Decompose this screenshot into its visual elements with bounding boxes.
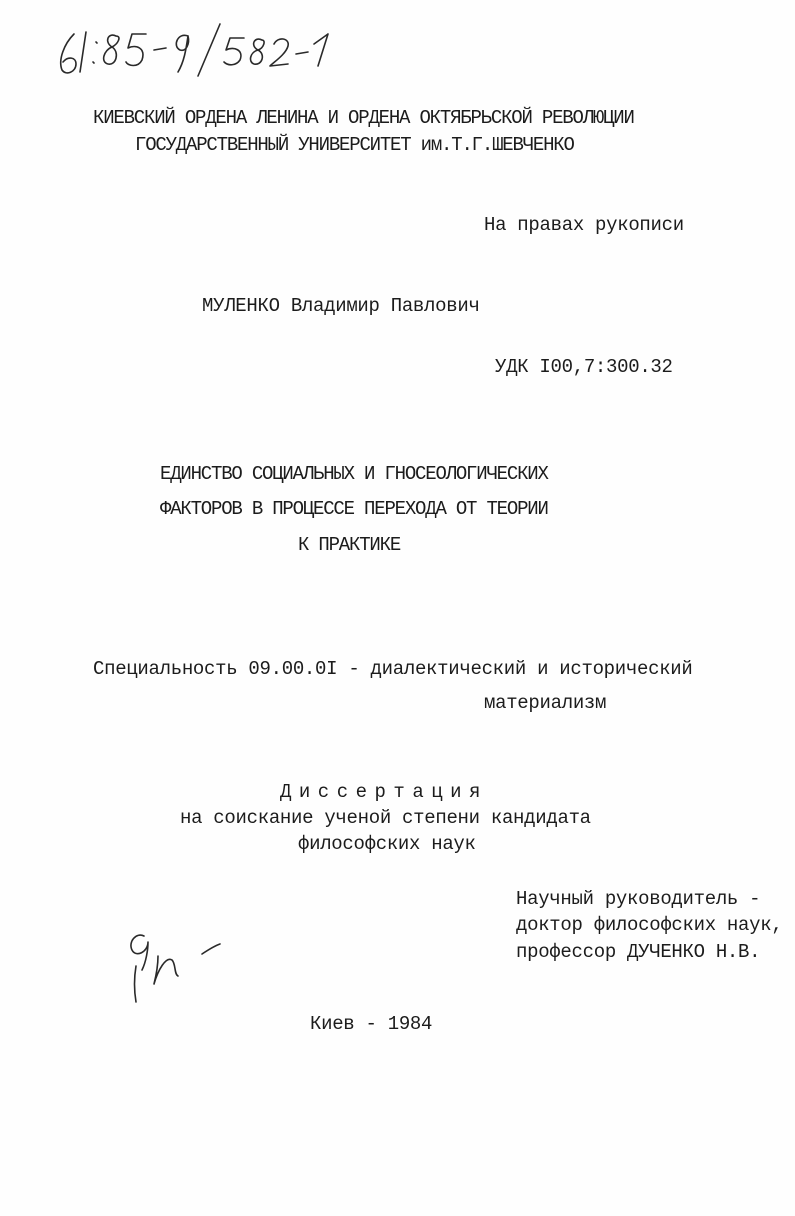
- rights-note: На правах рукописи: [484, 214, 684, 236]
- institution-line-1: КИЕВСКИЙ ОРДЕНА ЛЕНИНА И ОРДЕНА ОКТЯБРЬСКОЙ РЕВОЛЮЦИИ: [93, 107, 634, 129]
- specialty-line-1: Специальность 09.00.0I - диалектический и исторический: [93, 658, 693, 680]
- supervisor-line-3: профессор ДУЧЕНКО Н.В.: [516, 941, 761, 963]
- supervisor-line-1: Научный руководитель -: [516, 888, 761, 910]
- title-line-3: К ПРАКТИКЕ: [298, 534, 401, 556]
- author-name: МУЛЕНКО Владимир Павлович: [202, 295, 480, 317]
- place-and-year: Киев - 1984: [310, 1013, 433, 1035]
- supervisor-line-2: доктор философских наук,: [516, 914, 783, 936]
- work-type-line-2: на соискание ученой степени кандидата: [180, 807, 591, 829]
- title-line-2: ФАКТОРОВ В ПРОЦЕССЕ ПЕРЕХОДА ОТ ТЕОРИИ: [160, 498, 548, 520]
- specialty-line-2: материализм: [484, 692, 607, 714]
- title-line-1: ЕДИНСТВО СОЦИАЛЬНЫХ И ГНОСЕОЛОГИЧЕСКИХ: [160, 463, 548, 485]
- institution-line-2: ГОСУДАРСТВЕННЫЙ УНИВЕРСИТЕТ им.Т.Г.ШЕВЧЕНКО: [135, 134, 574, 156]
- handwritten-archive-mark: [52, 14, 352, 84]
- work-type-line-3: философских наук: [298, 833, 476, 855]
- udc-code: УДК I00,7:300.32: [495, 356, 673, 378]
- work-type-heading: Диссертация: [280, 781, 488, 803]
- handwritten-signature: [118, 920, 238, 1020]
